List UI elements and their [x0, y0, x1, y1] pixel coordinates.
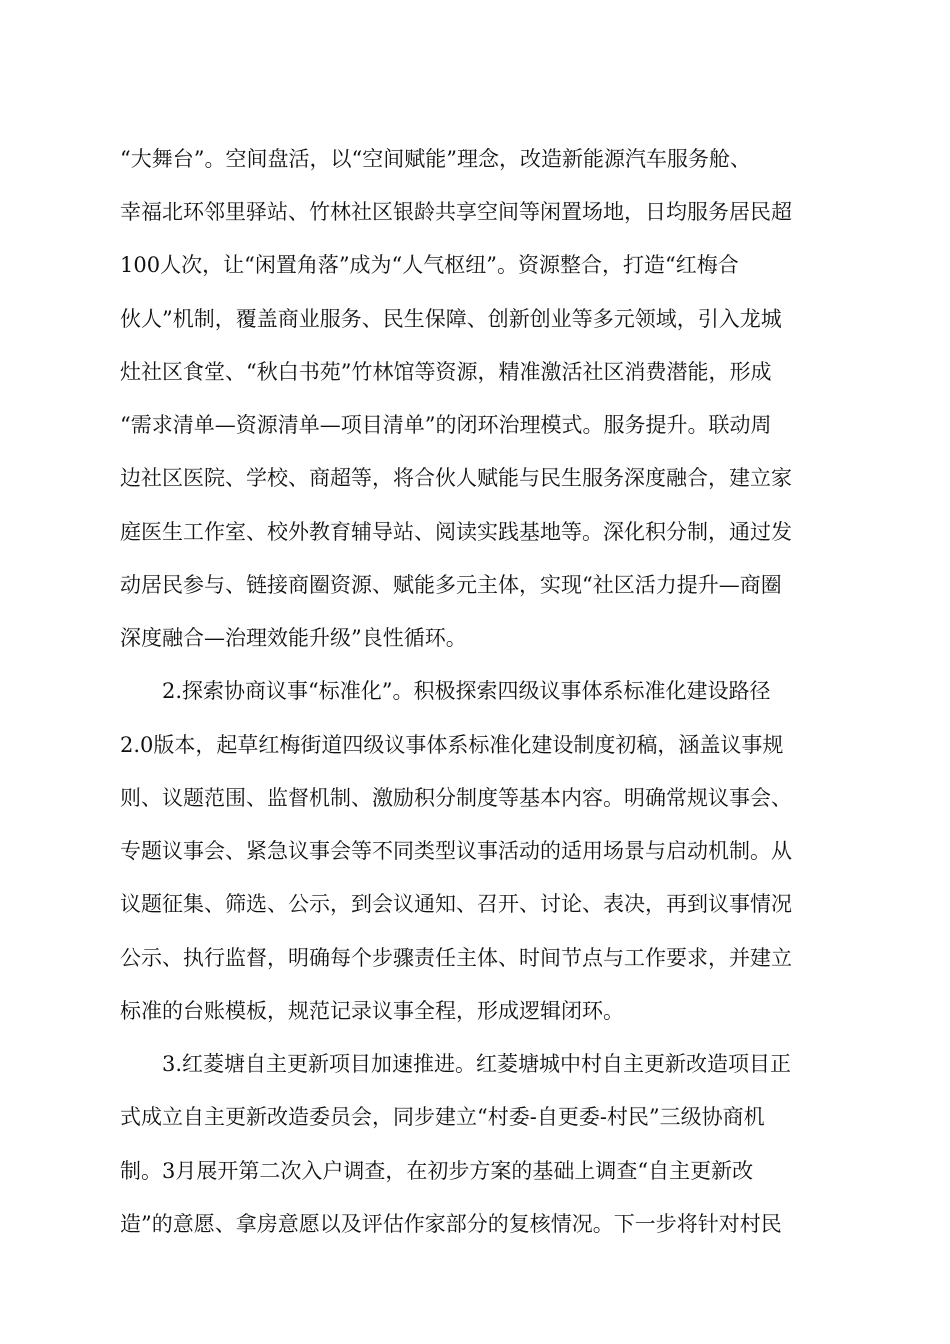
text-line: 伙人”机制，覆盖商业服务、民生保障、创新创业等多元领域，引入龙城: [120, 307, 782, 331]
text-line: 造”的意愿、拿房意愿以及评估作家部分的复核情况。下一步将针对村民: [120, 1212, 782, 1236]
text-line: 2.0版本，起草红梅街道四级议事体系标准化建设制度初稿，涵盖议事规: [120, 733, 784, 757]
text-line: 幸福北环邻里驿站、竹林社区银龄共享空间等闲置场地，日均服务居民超: [120, 200, 792, 224]
paragraph-heading: 2.探索协商议事“标准化”。积极探索四级议事体系标准化建设路径: [162, 679, 771, 703]
text-line: 标准的台账模板，规范记录议事全程，形成逻辑闭环。: [120, 999, 624, 1023]
text-line: 灶社区食堂、“秋白书苑”竹林馆等资源，精准激活社区消费潜能，形成: [120, 360, 772, 384]
text-line: “大舞台”。空间盘活，以“空间赋能”理念，改造新能源汽车服务舱、: [120, 147, 751, 171]
text-line: 100人次，让“闲置角落”成为“人气枢纽”。资源整合，打造“红梅合: [120, 253, 739, 277]
text-line: 动居民参与、链接商圈资源、赋能多元主体，实现“社区活力提升—商圈: [120, 573, 782, 597]
text-line: 边社区医院、学校、商超等，将合伙人赋能与民生服务深度融合，建立家: [120, 466, 792, 490]
text-line: 则、议题范围、监督机制、激励积分制度等基本内容。明确常规议事会、: [120, 786, 792, 810]
text-line: 庭医生工作室、校外教育辅导站、阅读实践基地等。深化积分制，通过发: [120, 520, 792, 544]
paragraph-heading: 3.红菱塘自主更新项目加速推进。红菱塘城中村自主更新改造项目正: [162, 1052, 792, 1076]
text-line: 式成立自主更新改造委员会，同步建立“村委-自更委-村民”三级协商机: [120, 1105, 765, 1129]
text-line: 制。3月展开第二次入户调查，在初步方案的基础上调查“自主更新改: [120, 1159, 754, 1183]
text-line: 专题议事会、紧急议事会等不同类型议事活动的适用场景与启动机制。从: [120, 839, 792, 863]
text-line: 公示、执行监督，明确每个步骤责任主体、时间节点与工作要求，并建立: [120, 946, 792, 970]
text-line: “需求清单—资源清单—项目清单”的闭环治理模式。服务提升。联动周: [120, 413, 772, 437]
text-line: 议题征集、筛选、公示，到会议通知、召开、讨论、表决，再到议事情况: [120, 892, 792, 916]
text-line: 深度融合—治理效能升级”良性循环。: [120, 626, 467, 650]
